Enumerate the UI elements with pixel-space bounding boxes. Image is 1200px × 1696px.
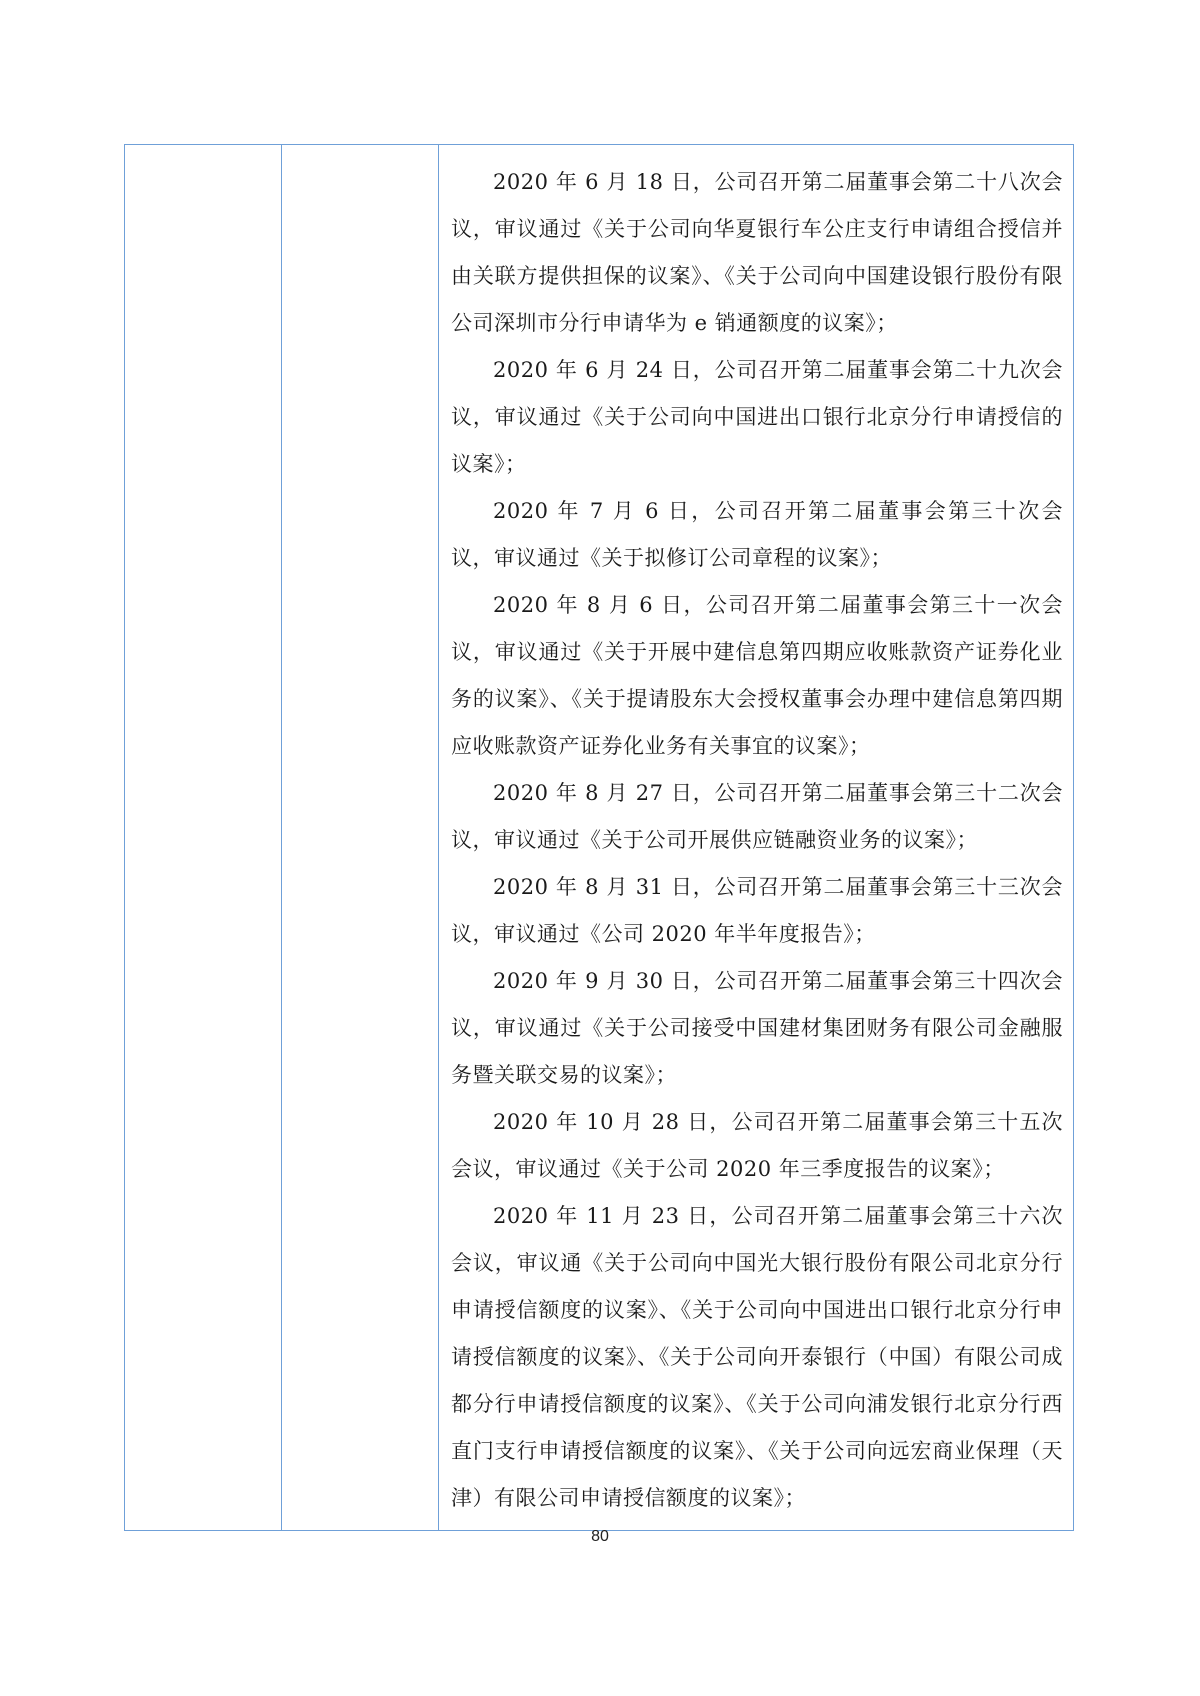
meeting-paragraph: 2020 年 8 月 27 日，公司召开第二届董事会第三十二次会议，审议通过《关于公司开展供应链融资业务的议案》； <box>451 781 1063 852</box>
meeting-paragraph: 2020 年 8 月 6 日，公司召开第二届董事会第三十一次会议，审议通过《关于开展中建信息第四期应收账款资产证券化业务的议案》、《关于提请股东大会授权董事会办理中建信息第四期应收账款资产证券化业务有关事宜的议案》； <box>451 593 1063 758</box>
meeting-paragraph: 2020 年 6 月 18 日，公司召开第二届董事会第二十八次会议，审议通过《关于公司向华夏银行车公庄支行申请组合授信并由关联方提供担保的议案》、《关于公司向中国建设银行股份有限公司深圳市分行申请华为 e 销通额度的议案》； <box>451 170 1063 335</box>
meeting-paragraph: 2020 年 9 月 30 日，公司召开第二届董事会第三十四次会议，审议通过《关于公司接受中国建材集团财务有限公司金融服务暨关联交易的议案》； <box>451 969 1063 1087</box>
page-number: 80 <box>591 1528 609 1545</box>
board-meetings-cell <box>439 145 1074 1531</box>
meeting-paragraph: 2020 年 11 月 23 日，公司召开第二届董事会第三十六次会议，审议通《关于公司向中国光大银行股份有限公司北京分行申请授信额度的议案》、《关于公司向中国进出口银行北京分行申请授信额度的议案》、《关于公司向开泰银行（中国）有限公司成都分行申请授信额度的议案》、《关于公司向浦发银行北京分行西直门支行申请授信额度的议案》、《关于公司向远宏商业保理（天津）有限公司申请授信额度的议案》； <box>451 1204 1063 1510</box>
empty-cell-second-column <box>282 145 439 1531</box>
meeting-paragraph: 2020 年 10 月 28 日，公司召开第二届董事会第三十五次会议，审议通过《关于公司 2020 年三季度报告的议案》； <box>451 1110 1063 1181</box>
meeting-paragraph: 2020 年 6 月 24 日，公司召开第二届董事会第二十九次会议，审议通过《关于公司向中国进出口银行北京分行申请授信的议案》； <box>451 358 1063 476</box>
meeting-paragraph: 2020 年 8 月 31 日，公司召开第二届董事会第三十三次会议，审议通过《公司 2020 年半年度报告》； <box>451 875 1063 946</box>
empty-cell-first-column <box>125 145 282 1531</box>
table-row <box>125 145 1074 1531</box>
content-table <box>124 144 1074 1531</box>
meeting-paragraph: 2020 年 7 月 6 日，公司召开第二届董事会第三十次会议，审议通过《关于拟修订公司章程的议案》； <box>451 499 1063 570</box>
